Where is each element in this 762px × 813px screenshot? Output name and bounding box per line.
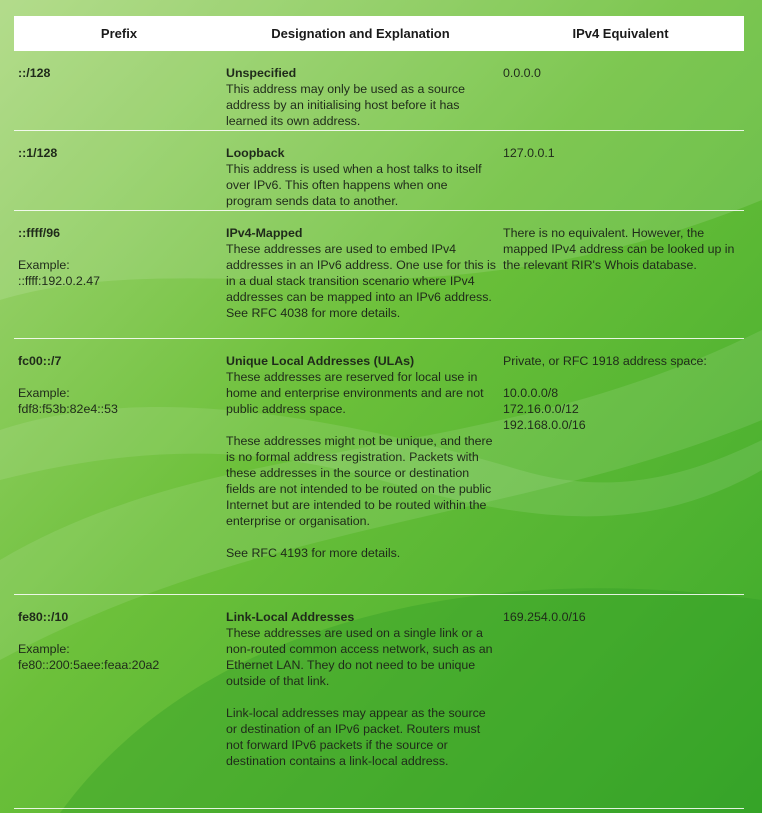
- prefix: fe80::/10: [18, 610, 69, 624]
- designation-text: These addresses are used to embed IPv4 addresses in an IPv6 address. One use for this is in a dual stack transition scenario where IPv4 addresses can be mapped into an IPv6 address. See RFC 4038 for more details.: [226, 242, 496, 320]
- ipv4-value: Private, or RFC 1918 address space:: [503, 354, 707, 368]
- prefix-cell: [14, 609, 224, 808]
- prefix-cell: [14, 225, 224, 338]
- example-label: Example:: [18, 386, 70, 400]
- ipv4-range: 192.168.0.0/16: [503, 418, 586, 432]
- ipv4-cell: [497, 145, 744, 210]
- table-row: [14, 211, 744, 339]
- table-row: [14, 131, 744, 211]
- table-header: [14, 16, 744, 51]
- table-row: [14, 595, 744, 809]
- designation-cell: [224, 65, 497, 130]
- designation-title: Unspecified: [226, 66, 297, 80]
- ipv4-cell: [497, 353, 744, 594]
- ipv4-cell: [497, 225, 744, 338]
- designation-text: This address is used when a host talks to itself over IPv6. This often happens when one program sends data to another.: [226, 162, 482, 208]
- ipv4-range: 10.0.0.0/8: [503, 386, 559, 400]
- designation-text: See RFC 4193 for more details.: [226, 546, 401, 560]
- ipv4-value: 127.0.0.1: [503, 146, 555, 160]
- prefix-cell: [14, 353, 224, 594]
- prefix: ::/128: [18, 66, 51, 80]
- designation-text: These addresses might not be unique, and there is no formal address registration. Packets with these addresses in the source or destination fields are not intended to be routed on the public Internet but are intended to be routed within the enterprise or organisation.: [226, 434, 493, 528]
- example-value: fe80::200:5aee:feaa:20a2: [18, 658, 160, 672]
- example-label: Example:: [18, 258, 70, 272]
- designation-cell: [224, 609, 497, 808]
- table-row: [14, 51, 744, 131]
- example-value: ::ffff:192.0.2.47: [18, 274, 100, 288]
- ipv4-cell: [497, 609, 744, 808]
- designation-title: Unique Local Addresses (ULAs): [226, 354, 415, 368]
- prefix-cell: [14, 145, 224, 210]
- designation-text: These addresses are reserved for local use in home and enterprise environments and are not public address space.: [226, 370, 484, 416]
- header-designation: Designation and Explanation: [271, 26, 450, 41]
- designation-title: Loopback: [226, 146, 285, 160]
- designation-text: These addresses are used on a single link or a non-routed common access network, such as an Ethernet LAN. They do not need to be unique outside of that link.: [226, 626, 493, 688]
- ipv4-range: 172.16.0.0/12: [503, 402, 579, 416]
- prefix: ::ffff/96: [18, 226, 60, 240]
- designation-cell: [224, 225, 497, 338]
- prefix-cell: [14, 65, 224, 130]
- designation-text: Link-local addresses may appear as the source or destination of an IPv6 packet. Routers must not forward IPv6 packets if the source or destination contains a link-local address.: [226, 706, 486, 768]
- ipv6-address-table: [14, 16, 744, 809]
- designation-cell: [224, 145, 497, 210]
- designation-title: IPv4-Mapped: [226, 226, 303, 240]
- designation-title: Link-Local Addresses: [226, 610, 355, 624]
- ipv4-cell: [497, 65, 744, 130]
- table-row: [14, 339, 744, 595]
- example-label: Example:: [18, 642, 70, 656]
- designation-cell: [224, 353, 497, 594]
- prefix: ::1/128: [18, 146, 58, 160]
- ipv4-value: There is no equivalent. However, the mapped IPv4 address can be looked up in the relevant RIR's Whois database.: [503, 226, 735, 272]
- header-ipv4: IPv4 Equivalent: [572, 26, 669, 41]
- example-value: fdf8:f53b:82e4::53: [18, 402, 118, 416]
- ipv4-value: 0.0.0.0: [503, 66, 541, 80]
- header-prefix: Prefix: [100, 26, 138, 41]
- ipv4-value: 169.254.0.0/16: [503, 610, 586, 624]
- designation-text: This address may only be used as a source address by an initialising host before it has learned its own address.: [226, 82, 465, 128]
- prefix: fc00::/7: [18, 354, 62, 368]
